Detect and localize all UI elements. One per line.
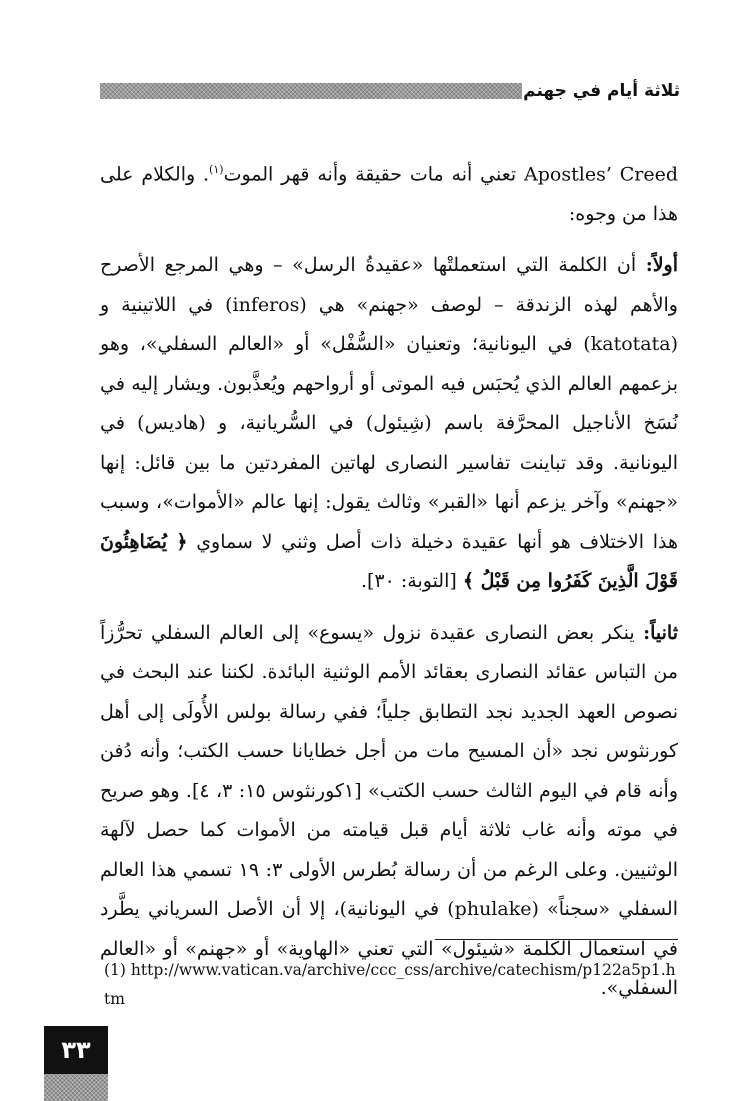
book-title: ثلاثة أيام في جهنم	[523, 81, 680, 101]
paragraph-second	[100, 614, 678, 1009]
body-text	[100, 150, 678, 1009]
footnote-reference[interactable]: (١)	[209, 163, 224, 176]
paragraph-intro	[100, 150, 678, 234]
quran-citation: [التوبة: ٣٠].	[360, 570, 457, 593]
quran-verse: ﴿ يُضَاهِئُونَ قَوْلَ الَّذِينَ كَفَرُوا مِن قَبْلُ ﴾	[100, 530, 678, 593]
second-text: ينكر بعض النصارى عقيدة نزول «يسوع» إلى العالم السفلي تحرُّزاً من التباس عقائد النصارى بعقائد الأمم الوثنية البائدة. لكننا عند البحث في نصوص العهد الجديد نجد التطابق جلياً؛ ففي رسالة بولس الأُولَى إلى أهل كورنثوس نجد «أن المسيح مات من أجل خطايانا حسب الكتب؛ وأنه دُفن وأنه قام في اليوم الثالث حسب الكتب» [١كورنثوس ١٥: ٣، ٤]. وهو صريح في موته وأنه غاب ثلاثة أيام قبل قيامته من الأموات كما حصل لآلهة الوثنيين. وعلى الرغم من أن رسالة بُطرس الأولى ٣: ١٩ تسمي هذا العالم السفلي «سجناً» (phulake) في اليونانية)، إلا أن الأصل السرياني يطَّرد في استعمال الكلمة «شيئول» التي تعني «الهاوية» أو «جهنم» أو «العالم السفلي».	[100, 621, 679, 1000]
paragraph-first	[100, 246, 678, 602]
footnote-divider	[435, 939, 678, 940]
first-lead-word: أولاً:	[645, 254, 678, 277]
intro-text-continued: . والكلام على هذا من وجوه:	[100, 163, 678, 225]
running-header	[100, 80, 680, 102]
page-number-pattern	[44, 1074, 108, 1101]
intro-text: Apostles’ Creed تعني أنه مات حقيقة وأنه قهر الموت	[223, 163, 678, 186]
first-text: أن الكلمة التي استعملتْها «عقيدةُ الرسل» – وهي المرجع الأصرح والأهم لهذه الزندقة – لوصف «جهنم» هي (inferos) في اللاتينية و (katotata) في اليونانية؛ وتعنيان «السُّفْل» أو «العالم السفلي»، وهو بزعمهم العالم الذي يُحبَس فيه الموتى أو أرواحهم ويُعذَّبون. ويشار إليه في نُسَخ الأناجيل المحرَّفة باسم (شِيئول) في السُّريانية، و (هاديس) في اليونانية. وقد تباينت تفاسير النصارى لهاتين المفردتين ما بين قائل: إنها «جهنم» وآخر يزعم أنها «القبر» وثالث يقول: إنها عالم «الأموات»، وسبب هذا الاختلاف هو أنها عقيدة دخيلة ذات أصل وثني لا سماوي	[100, 254, 679, 553]
page-number: ٣٣	[44, 1026, 108, 1074]
second-lead-word: ثانياً:	[643, 621, 678, 644]
header-pattern-band	[100, 83, 522, 99]
footnote: (1) http://www.vatican.va/archive/ccc_css/archive/catechism/p122a5p1.htm	[104, 961, 676, 1008]
